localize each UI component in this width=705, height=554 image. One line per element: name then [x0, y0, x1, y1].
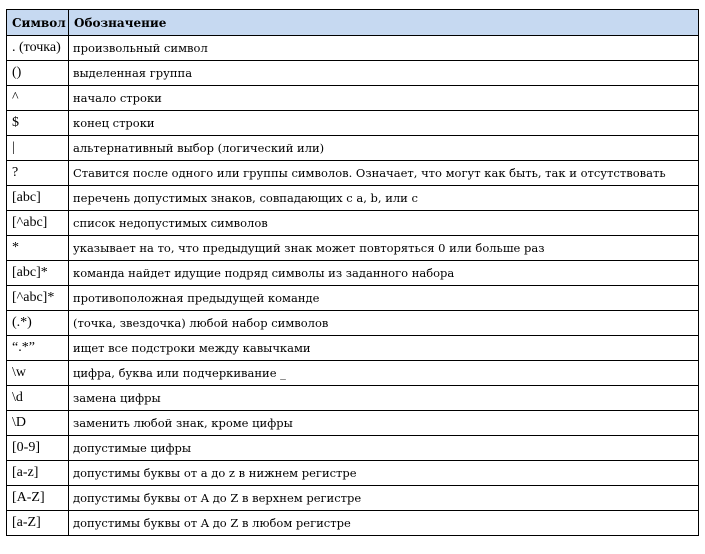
- table-row: [7, 461, 699, 486]
- symbol-cell: [^abc]: [7, 211, 69, 236]
- table-row: [7, 511, 699, 536]
- meaning-cell: список недопустимых символов: [69, 211, 699, 236]
- table-row: [7, 186, 699, 211]
- symbol-cell: “.*”: [7, 336, 69, 361]
- symbol-cell: *: [7, 236, 69, 261]
- regex-symbols-table: [6, 9, 699, 536]
- table-row: [7, 136, 699, 161]
- meaning-cell: перечень допустимых знаков, совпадающих с a, b, или с: [69, 186, 699, 211]
- symbol-cell: [0-9]: [7, 436, 69, 461]
- table-row: [7, 286, 699, 311]
- symbol-cell: [a-z]: [7, 461, 69, 486]
- symbol-cell: [abc]: [7, 186, 69, 211]
- meaning-cell: команда найдет идущие подряд символы из заданного набора: [69, 261, 699, 286]
- meaning-cell: цифра, буква или подчеркивание _: [69, 361, 699, 386]
- symbol-cell: \D: [7, 411, 69, 436]
- table-row: [7, 411, 699, 436]
- table-row: [7, 261, 699, 286]
- meaning-cell: альтернативный выбор (логический или): [69, 136, 699, 161]
- table-row: [7, 211, 699, 236]
- table-row: [7, 236, 699, 261]
- symbol-cell: \d: [7, 386, 69, 411]
- symbol-cell: [abc]*: [7, 261, 69, 286]
- meaning-cell: начало строки: [69, 86, 699, 111]
- meaning-cell: допустимы буквы от A до Z в верхнем регистре: [69, 486, 699, 511]
- meaning-cell: заменить любой знак, кроме цифры: [69, 411, 699, 436]
- meaning-cell: указывает на то, что предыдущий знак может повторяться 0 или больше раз: [69, 236, 699, 261]
- symbol-cell: \w: [7, 361, 69, 386]
- symbol-cell: (): [7, 61, 69, 86]
- meaning-cell: (точка, звездочка) любой набор символов: [69, 311, 699, 336]
- table-row: [7, 311, 699, 336]
- table-row: [7, 486, 699, 511]
- symbol-cell: [^abc]*: [7, 286, 69, 311]
- symbol-cell: ^: [7, 86, 69, 111]
- table-row: [7, 386, 699, 411]
- meaning-cell: допустимы буквы от a до z в нижнем регистре: [69, 461, 699, 486]
- table-row: [7, 61, 699, 86]
- meaning-cell: Ставится после одного или группы символов. Означает, что могут как быть, так и отсутствовать: [69, 161, 699, 186]
- meaning-cell: допустимые цифры: [69, 436, 699, 461]
- symbol-cell: . (точка): [7, 36, 69, 61]
- table-row: [7, 161, 699, 186]
- symbol-cell: [a-Z]: [7, 511, 69, 536]
- symbol-cell: |: [7, 136, 69, 161]
- meaning-cell: ищет все подстроки между кавычками: [69, 336, 699, 361]
- symbol-cell: ?: [7, 161, 69, 186]
- symbol-cell: $: [7, 111, 69, 136]
- table-row: [7, 336, 699, 361]
- symbol-cell: (.*): [7, 311, 69, 336]
- table-row: [7, 86, 699, 111]
- table-row: [7, 361, 699, 386]
- meaning-cell: допустимы буквы от A до Z в любом регистре: [69, 511, 699, 536]
- table-body: [7, 36, 699, 536]
- meaning-cell: произвольный символ: [69, 36, 699, 61]
- meaning-cell: конец строки: [69, 111, 699, 136]
- table-row: [7, 436, 699, 461]
- symbol-cell: [A-Z]: [7, 486, 69, 511]
- table-header-row: [7, 10, 699, 36]
- symbol-column-header: Символ: [7, 10, 69, 36]
- table-row: [7, 111, 699, 136]
- meaning-cell: выделенная группа: [69, 61, 699, 86]
- meaning-cell: замена цифры: [69, 386, 699, 411]
- meaning-cell: противоположная предыдущей команде: [69, 286, 699, 311]
- table-row: [7, 36, 699, 61]
- meaning-column-header: Обозначение: [69, 10, 699, 36]
